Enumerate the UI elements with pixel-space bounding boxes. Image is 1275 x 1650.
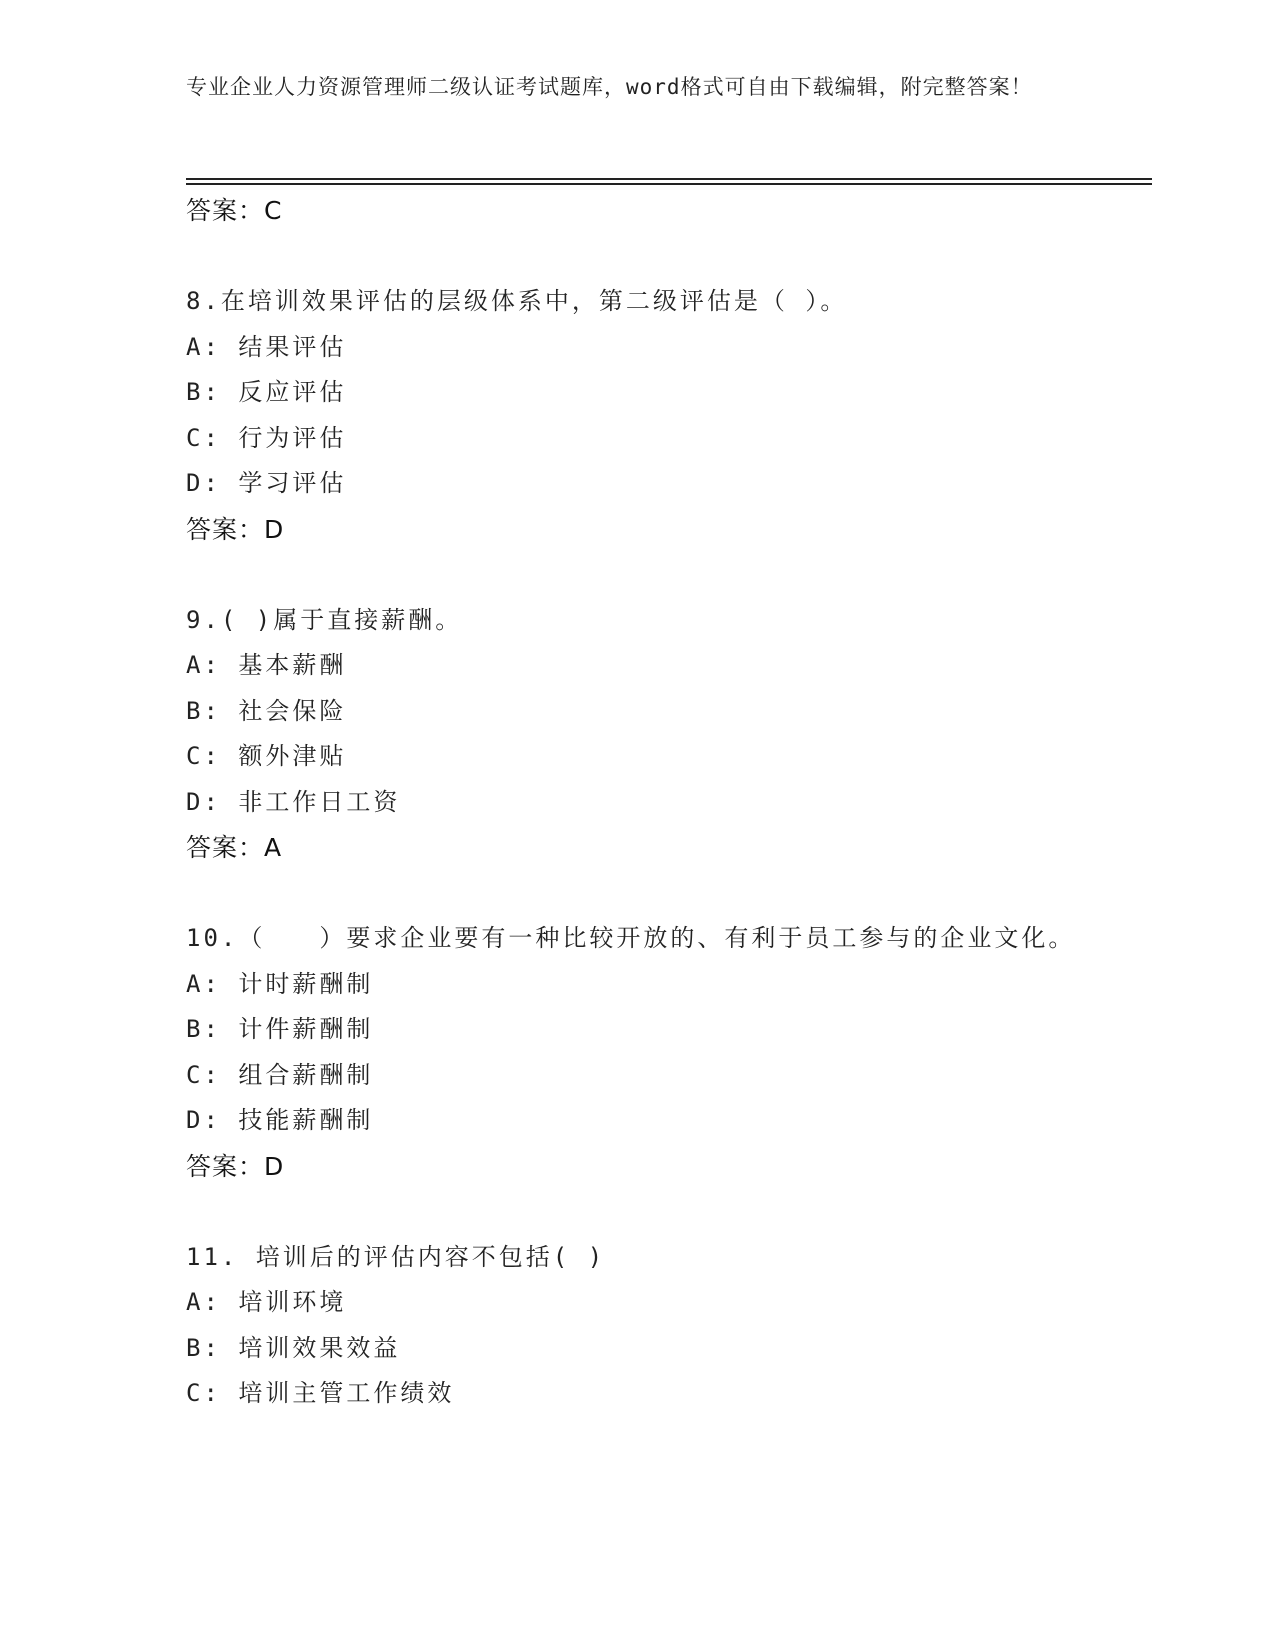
option-c: C: 行为评估 [186,423,347,452]
option-d: D: 学习评估 [186,469,347,497]
question-stem: 9.( )属于直接薪酬。 [186,605,463,634]
option-b: B: 培训效果效益 [186,1333,401,1362]
header-divider-top [186,178,1152,180]
question-stem: 8.在培训效果评估的层级体系中，第二级评估是（ ）。 [186,287,848,315]
option-b: B: 社会保险 [186,696,347,725]
option-a: A: 结果评估 [186,332,347,361]
question-stem: 10.（ ）要求企业要有一种比较开放的、有利于员工参与的企业文化。 [186,924,1076,952]
option-c: C: 培训主管工作绩效 [186,1379,455,1407]
option-a: A: 计时薪酬制 [186,969,374,998]
option-b: B: 计件薪酬制 [186,1015,374,1043]
option-a: A: 培训环境 [186,1288,347,1316]
option-c: C: 组合薪酬制 [186,1060,374,1089]
option-d: D: 非工作日工资 [186,787,401,816]
answer-line: 答案：C [186,196,283,225]
option-a: A: 基本薪酬 [186,651,347,679]
option-b: B: 反应评估 [186,378,347,406]
spacer [186,871,1152,917]
spacer [186,552,1152,598]
answer-line: 答案：A [186,833,283,862]
spacer [186,234,1152,280]
question-stem: 11. 培训后的评估内容不包括( ) [186,1242,606,1271]
answer-line: 答案：D [186,1151,285,1181]
spacer [186,1189,1152,1235]
header-note: 专业企业人力资源管理师二级认证考试题库，word格式可自由下载编辑，附完整答案！ [186,75,1033,99]
question-list [186,188,1152,1417]
option-d: D: 技能薪酬制 [186,1106,374,1134]
header-divider-bottom [186,183,1152,185]
answer-line: 答案：D [186,514,285,544]
option-c: C: 额外津贴 [186,742,347,770]
